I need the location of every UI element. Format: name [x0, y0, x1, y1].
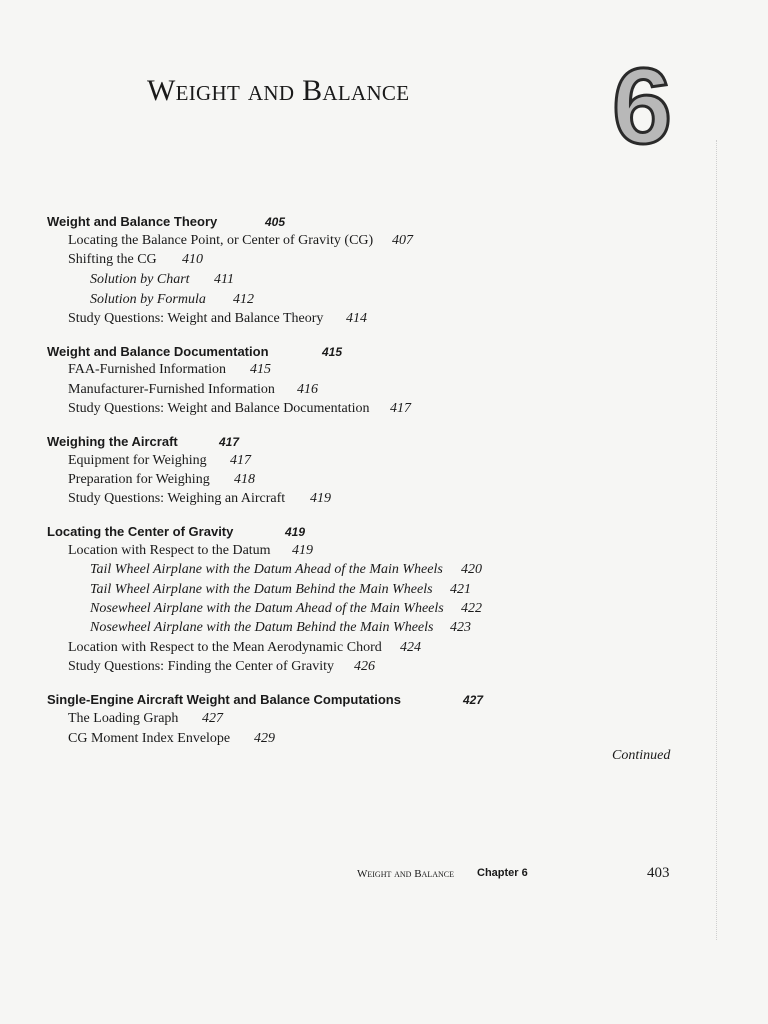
toc-entry: CG Moment Index Envelope	[68, 731, 231, 746]
toc-entry: Study Questions: Weight and Balance Theory	[68, 311, 324, 326]
toc-entry-page: 417	[230, 453, 251, 468]
chapter-number: 6	[612, 45, 673, 166]
toc-entry: Tail Wheel Airplane with the Datum Behind the Main Wheels	[90, 582, 433, 597]
toc-entry-page: 427	[202, 711, 223, 726]
toc-entry-page: 407	[392, 233, 413, 248]
section-heading: Weighing the Aircraft	[47, 434, 178, 449]
section-page: 417	[219, 435, 240, 449]
toc-entry: Location with Respect to the Mean Aerodynamic Chord	[68, 640, 382, 655]
toc-entry: Locating the Balance Point, or Center of Gravity (CG)	[68, 233, 374, 248]
toc-entry: Solution by Chart	[90, 272, 190, 287]
toc-entry-page: 421	[450, 582, 471, 597]
section-page: 427	[463, 693, 484, 707]
toc-entry-page: 424	[400, 640, 421, 655]
footer-page-number: 403	[647, 865, 670, 881]
section-heading: Single-Engine Aircraft Weight and Balance Computations	[47, 692, 401, 707]
toc-entry-page: 414	[346, 311, 367, 326]
toc-entry-page: 419	[310, 491, 331, 506]
toc-entry-page: 415	[250, 362, 271, 377]
section-heading: Weight and Balance Theory	[47, 214, 218, 229]
toc-entry-page: 416	[297, 382, 318, 397]
toc-entry-page: 422	[461, 601, 482, 616]
footer-chapter-label: Chapter 6	[477, 867, 528, 879]
section-heading: Weight and Balance Documentation	[47, 344, 269, 359]
continued-label: Continued	[612, 748, 671, 763]
chapter-title: Weight and Balance	[147, 74, 410, 107]
section-page: 405	[265, 215, 286, 229]
toc-entry-page: 417	[390, 401, 411, 416]
toc-entry: Location with Respect to the Datum	[68, 543, 271, 558]
toc-entry: Manufacturer-Furnished Information	[68, 382, 275, 397]
toc-entry-page: 410	[182, 252, 203, 267]
section-page: 415	[322, 345, 343, 359]
toc-entry: Nosewheel Airplane with the Datum Behind the Main Wheels	[90, 620, 434, 635]
toc-entry: Shifting the CG	[68, 252, 157, 267]
toc-entry: Tail Wheel Airplane with the Datum Ahead of the Main Wheels	[90, 562, 443, 577]
section-page: 419	[285, 525, 306, 539]
toc-entry-page: 412	[233, 292, 254, 307]
toc-entry-page: 426	[354, 659, 375, 674]
toc-entry: Preparation for Weighing	[68, 472, 210, 487]
toc-entry-page: 411	[214, 272, 234, 287]
toc-entry-page: 419	[292, 543, 313, 558]
toc-entry: The Loading Graph	[68, 711, 179, 726]
toc-entry: Study Questions: Weighing an Aircraft	[68, 491, 286, 506]
toc-entry-page: 418	[234, 472, 255, 487]
toc-entry-page: 420	[461, 562, 482, 577]
toc-entry: Equipment for Weighing	[68, 453, 207, 468]
section-heading: Locating the Center of Gravity	[47, 524, 234, 539]
toc-entry-page: 429	[254, 731, 275, 746]
toc-entry: Study Questions: Finding the Center of Gravity	[68, 659, 334, 674]
toc-entry-page: 423	[450, 620, 471, 635]
toc-entry: Solution by Formula	[90, 292, 206, 307]
toc-entry: FAA-Furnished Information	[68, 362, 226, 377]
toc-entry: Study Questions: Weight and Balance Documentation	[68, 401, 370, 416]
footer-title: Weight and Balance	[357, 868, 454, 880]
margin-dot-rule	[716, 140, 718, 940]
toc-entry: Nosewheel Airplane with the Datum Ahead of the Main Wheels	[90, 601, 444, 616]
